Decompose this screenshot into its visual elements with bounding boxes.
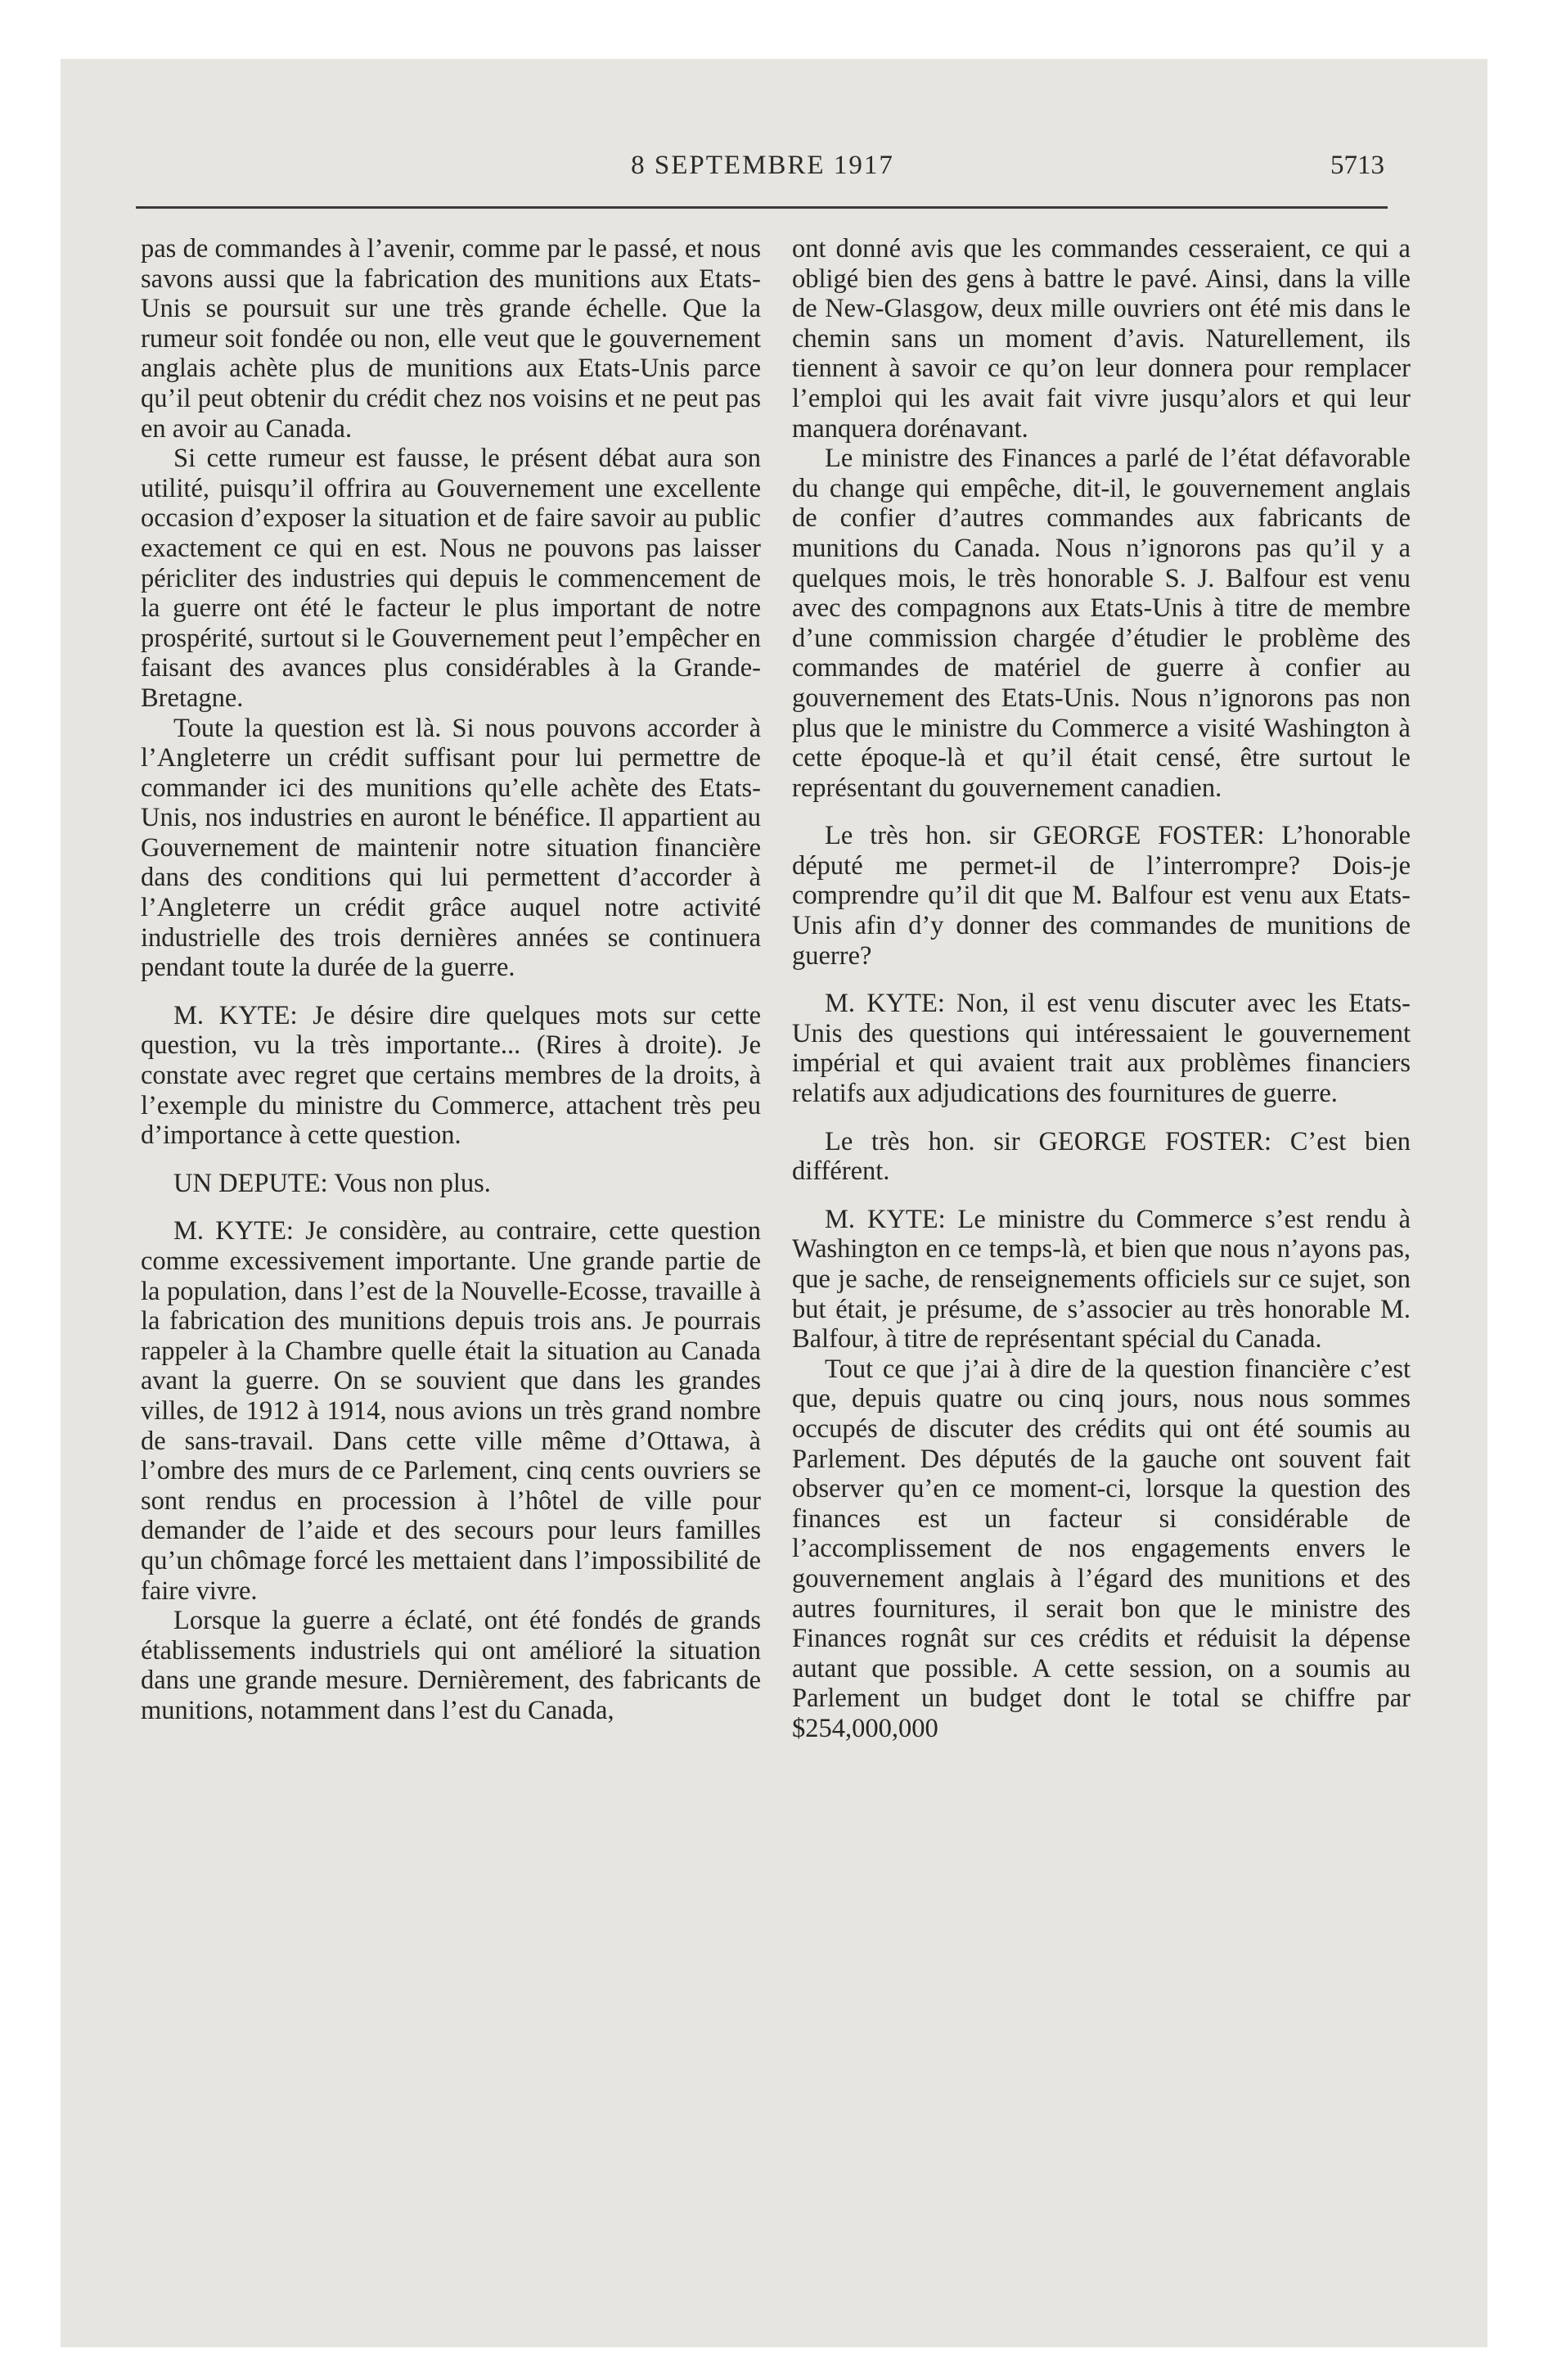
header-date: 8 SEPTEMBRE 1917 bbox=[631, 151, 894, 180]
speaker-paragraph: Le très hon. sir GEORGE FOSTER: L’honorable député me permet-il de l’interrompre? Dois-je comprendre qu’il dit que M. Balfour est venu aux Etats-Unis afin d’y donner des commandes de munitions de guerre? bbox=[792, 821, 1411, 971]
speaker-paragraph: M. KYTE: Je considère, au contraire, cette question comme excessivement importante. Une grande partie de la population, dans l’est de la Nouvelle-Ecosse, travaille à la fabrication des munitions depuis trois ans. Je pourrais rappeler à la Chambre quelle était la situation au Canada avant la guerre. On se souvient que dans les grandes villes, de 1912 à 1914, nous avions un très grand nombre de sans-travail. Dans cette ville même d’Ottawa, à l’ombre des murs de ce Parlement, cinq cents ouvriers se sont rendus en procession à l’hôtel de ville pour demander de l’aide et des secours pour leurs familles qu’un chômage forcé les mettaient dans l’impossibilité de faire vivre. bbox=[141, 1216, 761, 1606]
paragraph: ont donné avis que les commandes cesseraient, ce qui a obligé bien des gens à battre le pavé. Ainsi, dans la ville de New-Glasgow, deux mille ouvriers ont été mis dans le chemin sans un moment d’avis. Naturellement, ils tiennent à savoir ce qu’on leur donnera pour remplacer l’emploi qui les avait fait vivre jusqu’alors et qui leur manquera dorénavant. bbox=[792, 234, 1411, 444]
right-column bbox=[792, 234, 1411, 2174]
speaker-paragraph: Le très hon. sir GEORGE FOSTER: C’est bien différent. bbox=[792, 1126, 1411, 1187]
page-number: 5713 bbox=[1330, 151, 1384, 180]
paragraph: Le ministre des Finances a parlé de l’état défavorable du change qui empêche, dit-il, le gouvernement anglais de confier d’autres commandes aux fabricants de munitions du Canada. Nous n’ignorons pas qu’il y a quelques mois, le très honorable S. J. Balfour est venu avec des compagnons aux Etats-Unis à titre de membre d’une commission chargée d’étudier le problème des commandes de matériel de guerre à confier au gouvernement des Etats-Unis. Nous n’ignorons pas non plus que le ministre du Commerce a visité Washington à cette époque-là et qu’il était censé, être surtout le représentant du gouvernement canadien. bbox=[792, 444, 1411, 803]
paragraph: Si cette rumeur est fausse, le présent débat aura son utilité, puisqu’il offrira au Gouvernement une excellente occasion d’exposer la situation et de faire savoir au public exactement ce qui en est. Nous ne pouvons pas laisser péricliter des industries qui depuis le commencement de la guerre ont été le facteur le plus important de notre prospérité, surtout si le Gouvernement peut l’empêcher en faisant des avances plus considérables à la Grande-Bretagne. bbox=[141, 444, 761, 713]
page-header bbox=[141, 144, 1384, 187]
speaker-paragraph: UN DEPUTE: Vous non plus. bbox=[173, 1168, 491, 1198]
speaker-paragraph: M. KYTE: Le ministre du Commerce s’est rendu à Washington en ce temps-là, et bien que nous n’ayons pas, que je sache, de renseignements officiels sur ce sujet, son but était, je présume, de s’associer au très honorable M. Balfour, à titre de représentant spécial du Canada. bbox=[792, 1204, 1411, 1355]
paragraph: Tout ce que j’ai à dire de la question financière c’est que, depuis quatre ou cinq jours, nous nous sommes occupés de discuter des crédits qui ont été soumis au Parlement. Des députés de la gauche ont souvent fait observer qu’en ce moment-ci, lorsque la question des finances est un facteur si considérable de l’accomplissement de nos engagements envers le gouvernement anglais à l’égard des munitions et des autres fournitures, il serait bon que le ministre des Finances rognât sur ces crédits et réduisit la dépense autant que possible. A cette session, on a soumis au Parlement un budget dont le total se chiffre par $254,000,000 bbox=[792, 1354, 1411, 1743]
left-column bbox=[141, 234, 761, 2174]
header-rule bbox=[136, 206, 1388, 209]
speaker-paragraph: M. KYTE: Je désire dire quelques mots sur cette question, vu la très importante... (Rires à droite). Je constate avec regret que certains membres de la droits, à l’exemple du ministre du Commerce, attachent très peu d’importance à cette question. bbox=[141, 1000, 761, 1151]
paragraph: Toute la question est là. Si nous pouvons accorder à l’Angleterre un crédit suffisant pour lui permettre de commander ici des munitions qu’elle achète des Etats-Unis, nos industries en auront le bénéfice. Il appartient au Gouvernement de maintenir notre situation financière dans des conditions qui lui permettent d’accorder à l’Angleterre un crédit grâce auquel notre activité industrielle des trois dernières années se continuera pendant toute la durée de la guerre. bbox=[141, 713, 761, 983]
paragraph: pas de commandes à l’avenir, comme par le passé, et nous savons aussi que la fabrication des munitions aux Etats-Unis se poursuit sur une très grande échelle. Que la rumeur soit fondée ou non, elle veut que le gouvernement anglais achète plus de munitions aux Etats-Unis parce qu’il peut obtenir du crédit chez nos voisins et ne peut pas en avoir au Canada. bbox=[141, 234, 761, 444]
paragraph: Lorsque la guerre a éclaté, ont été fondés de grands établissements industriels qui ont amélioré la situation dans une grande mesure. Dernièrement, des fabricants de munitions, notamment dans l’est du Canada, bbox=[141, 1606, 761, 1725]
speaker-paragraph: M. KYTE: Non, il est venu discuter avec les Etats-Unis des questions qui intéressaient le gouvernement impérial et qui avaient trait aux problèmes financiers relatifs aux adjudications des fournitures de guerre. bbox=[792, 989, 1411, 1109]
